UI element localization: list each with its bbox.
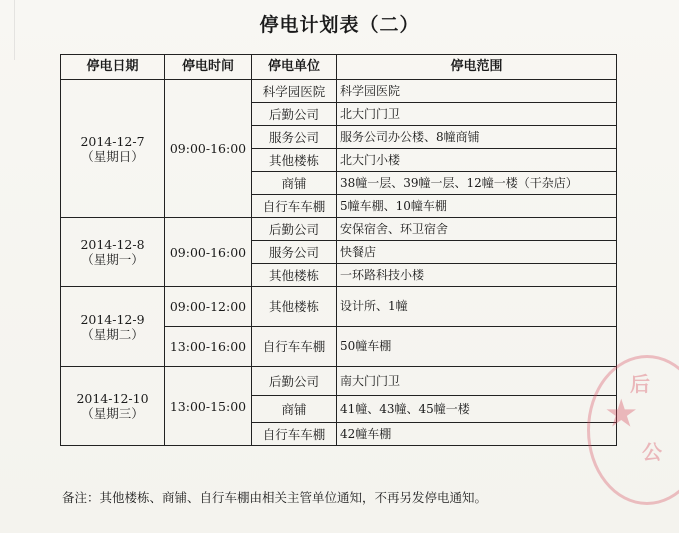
area-cell: 南大门门卫: [337, 367, 617, 396]
unit-cell: 其他楼栋: [252, 149, 337, 172]
header-unit: 停电单位: [252, 55, 337, 80]
unit-cell: 后勤公司: [252, 103, 337, 126]
weekday-text: （星期三）: [81, 406, 144, 421]
page-title: 停电计划表（二）: [259, 14, 420, 36]
header-row: [61, 55, 617, 80]
date-text: 2014-12-10: [76, 391, 149, 406]
outage-schedule-table: [60, 54, 617, 446]
unit-cell: 商铺: [252, 172, 337, 195]
table-row: [61, 367, 617, 396]
unit-cell: 自行车车棚: [252, 423, 337, 446]
time-cell: 09:00-12:00: [165, 287, 252, 327]
footnote: 备注：其他楼栋、商铺、自行车棚由相关主管单位通知，不再另发停电通知。: [62, 490, 488, 505]
unit-cell: 自行车车棚: [252, 195, 337, 218]
star-icon: ★: [606, 394, 637, 434]
area-cell: 北大门门卫: [337, 103, 617, 126]
unit-cell: 自行车车棚: [252, 327, 337, 367]
area-cell: 安保宿舍、环卫宿舍: [337, 218, 617, 241]
unit-cell: 科学园医院: [252, 80, 337, 103]
table-row: [61, 287, 617, 327]
area-cell: 服务公司办公楼、8幢商铺: [337, 126, 617, 149]
date-text: 2014-12-8: [80, 237, 145, 252]
date-text: 2014-12-9: [80, 311, 145, 327]
unit-cell: 其他楼栋: [252, 264, 337, 287]
date-cell: [61, 367, 165, 446]
seal-text: 后: [630, 372, 650, 396]
table-row: [61, 218, 617, 241]
time-cell: 13:00-15:00: [165, 367, 252, 446]
weekday-text: （星期二）: [81, 326, 144, 342]
seal-text: 公: [642, 440, 662, 464]
header-area: 停电范围: [337, 55, 617, 80]
weekday-text: （星期一）: [81, 252, 144, 267]
date-cell: [61, 80, 165, 218]
time-cell: 13:00-16:00: [165, 327, 252, 367]
unit-cell: 后勤公司: [252, 218, 337, 241]
header-time: 停电时间: [165, 55, 252, 80]
area-cell: 5幢车棚、10幢车棚: [337, 195, 617, 218]
time-cell: 09:00-16:00: [165, 80, 252, 218]
weekday-text: （星期日）: [81, 148, 144, 164]
date-cell: [61, 218, 165, 287]
time-cell: 09:00-16:00: [165, 218, 252, 287]
area-cell: 41幢、43幢、45幢一楼: [337, 396, 617, 423]
unit-cell: 服务公司: [252, 126, 337, 149]
area-cell: 50幢车棚: [337, 327, 617, 367]
area-cell: 38幢一层、39幢一层、12幢一楼（干杂店）: [337, 172, 617, 195]
area-cell: 设计所、1幢: [337, 287, 617, 327]
area-cell: 42幢车棚: [337, 423, 617, 446]
date-cell: [61, 287, 165, 367]
unit-cell: 服务公司: [252, 241, 337, 264]
date-text: 2014-12-7: [80, 133, 145, 149]
unit-cell: 其他楼栋: [252, 287, 337, 327]
area-cell: 科学园医院: [337, 80, 617, 103]
area-cell: 北大门小楼: [337, 149, 617, 172]
area-cell: 快餐店: [337, 241, 617, 264]
table-row: [61, 80, 617, 103]
area-cell: 一环路科技小楼: [337, 264, 617, 287]
unit-cell: 商铺: [252, 396, 337, 423]
header-date: 停电日期: [61, 55, 165, 80]
unit-cell: 后勤公司: [252, 367, 337, 396]
